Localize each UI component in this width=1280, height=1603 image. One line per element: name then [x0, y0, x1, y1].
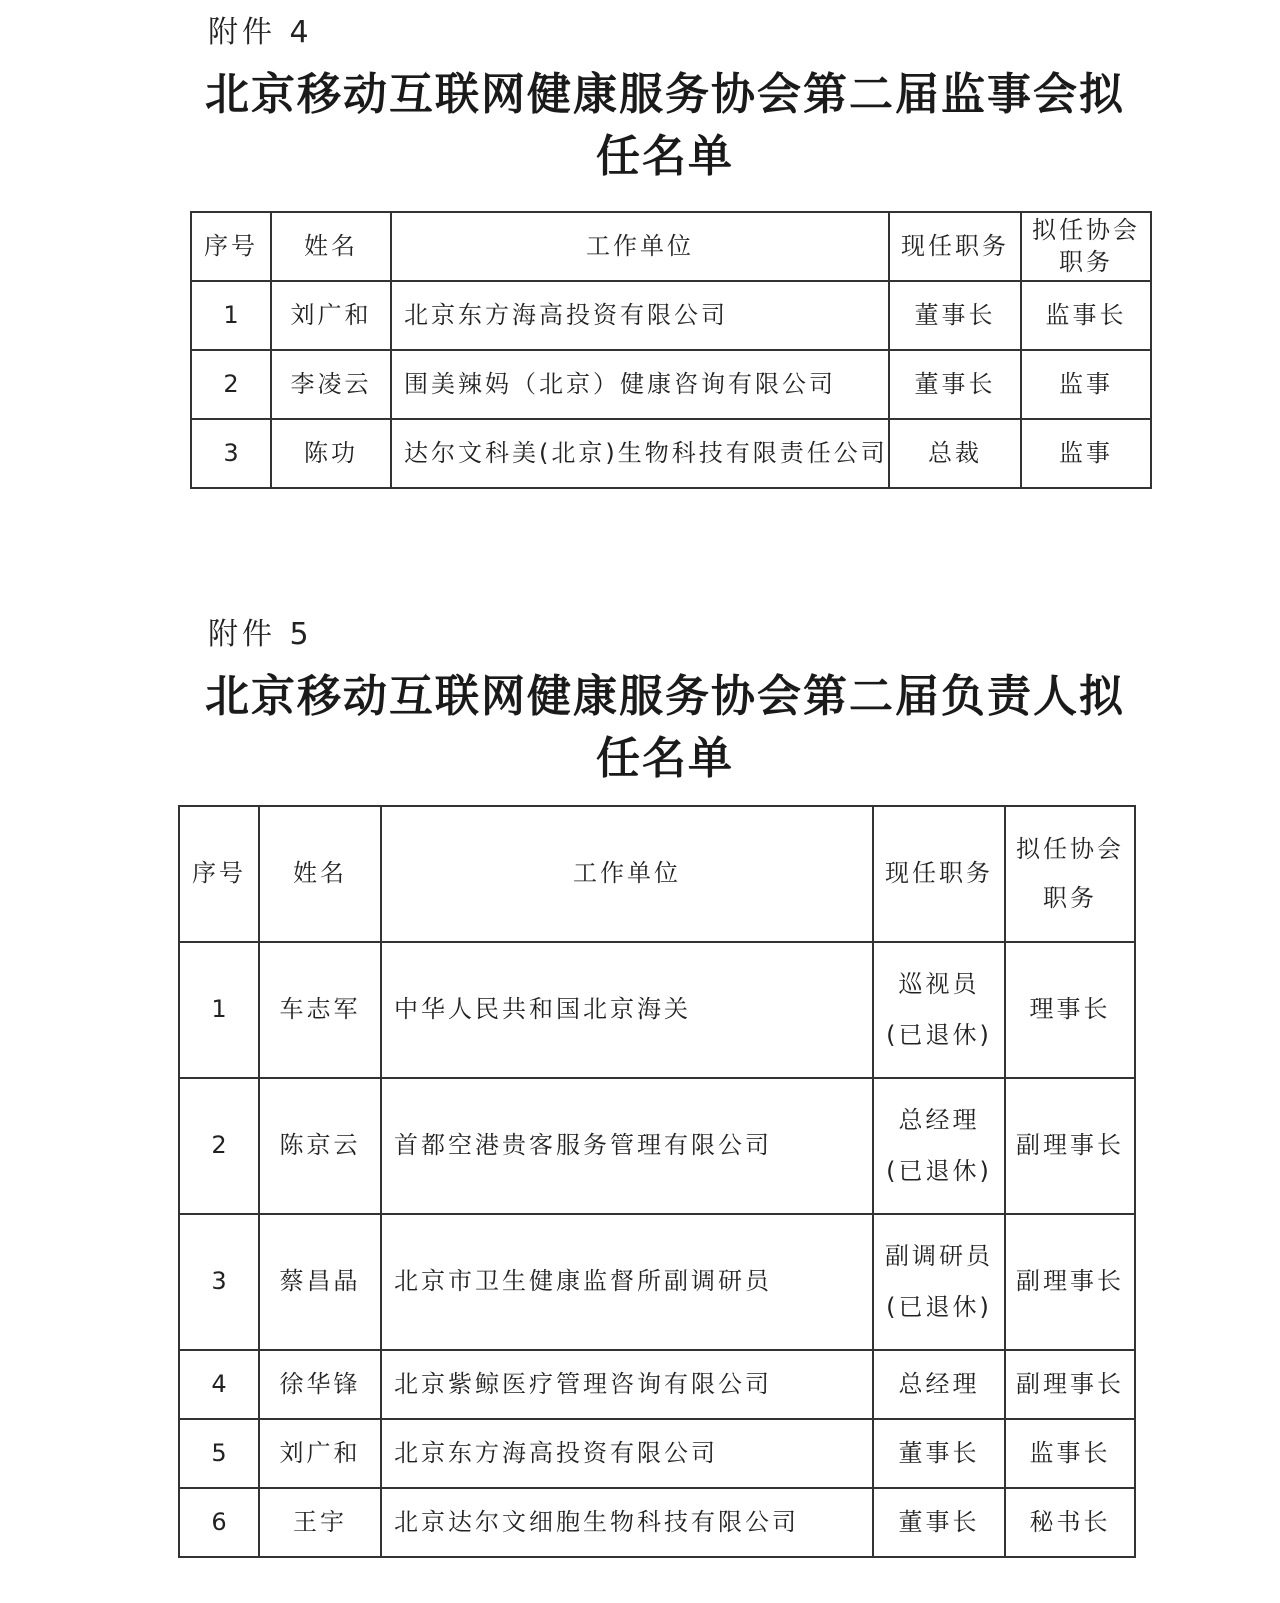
cell-unit: 围美辣妈（北京）健康咨询有限公司	[391, 350, 889, 419]
header-name: 姓名	[271, 212, 391, 281]
table-row	[179, 1214, 1135, 1350]
cell-name: 车志军	[259, 942, 381, 1078]
annex-5-title-line1: 北京移动互联网健康服务协会第二届负责人拟	[205, 671, 1125, 722]
table-row	[179, 1488, 1135, 1557]
cell-proposed-post: 理事长	[1005, 942, 1135, 1078]
header-proposed-post	[1021, 212, 1151, 281]
cell-name: 李凌云	[271, 350, 391, 419]
header-name: 姓名	[259, 806, 381, 942]
cell-current-post: 董事长	[873, 1488, 1005, 1557]
cell-no: 3	[179, 1214, 259, 1350]
cell-current-post	[873, 1214, 1005, 1350]
table-header-row	[179, 806, 1135, 942]
table-row	[179, 1350, 1135, 1419]
cell-unit: 北京东方海高投资有限公司	[391, 281, 889, 350]
cell-unit: 首都空港贵客服务管理有限公司	[381, 1078, 873, 1214]
header-current-post: 现任职务	[873, 806, 1005, 942]
table-row	[179, 1419, 1135, 1488]
table-row	[179, 1078, 1135, 1214]
cell-proposed-post: 秘书长	[1005, 1488, 1135, 1557]
header-proposed-line2: 职务	[1059, 247, 1113, 276]
header-proposed-post	[1005, 806, 1135, 942]
cell-name: 蔡昌晶	[259, 1214, 381, 1350]
annex-5-title-line2: 任名单	[596, 733, 734, 784]
cell-unit: 达尔文科美(北京)生物科技有限责任公司	[391, 419, 889, 488]
current-post-status: (已退休)	[886, 1021, 992, 1049]
current-post-title: 副调研员	[885, 1241, 993, 1270]
cell-name: 徐华锋	[259, 1350, 381, 1419]
header-unit: 工作单位	[391, 212, 889, 281]
cell-unit: 中华人民共和国北京海关	[381, 942, 873, 1078]
cell-no: 6	[179, 1488, 259, 1557]
annex-4-title-line1: 北京移动互联网健康服务协会第二届监事会拟	[205, 69, 1125, 120]
cell-proposed-post: 副理事长	[1005, 1350, 1135, 1419]
cell-current-post	[873, 942, 1005, 1078]
cell-proposed-post: 监事长	[1005, 1419, 1135, 1488]
annex-4-title	[150, 64, 1180, 188]
current-post-title: 巡视员	[898, 969, 980, 998]
cell-unit: 北京紫鲸医疗管理咨询有限公司	[381, 1350, 873, 1419]
header-proposed-line2: 职务	[1043, 884, 1097, 912]
cell-proposed-post: 监事	[1021, 419, 1151, 488]
header-current-post: 现任职务	[889, 212, 1021, 281]
header-no: 序号	[179, 806, 259, 942]
leadership-table	[178, 805, 1136, 1558]
cell-no: 2	[179, 1078, 259, 1214]
cell-current-post: 董事长	[873, 1419, 1005, 1488]
annex-4-title-line2: 任名单	[596, 131, 734, 182]
table-row	[179, 942, 1135, 1078]
table-row	[191, 419, 1151, 488]
cell-current-post: 董事长	[889, 350, 1021, 419]
annex-5-title	[150, 666, 1180, 790]
cell-no: 3	[191, 419, 271, 488]
cell-name: 刘广和	[271, 281, 391, 350]
cell-no: 1	[191, 281, 271, 350]
cell-current-post: 总经理	[873, 1350, 1005, 1419]
cell-name: 王宇	[259, 1488, 381, 1557]
cell-proposed-post: 副理事长	[1005, 1214, 1135, 1350]
cell-unit: 北京达尔文细胞生物科技有限公司	[381, 1488, 873, 1557]
cell-no: 2	[191, 350, 271, 419]
cell-no: 4	[179, 1350, 259, 1419]
cell-current-post: 总裁	[889, 419, 1021, 488]
cell-proposed-post: 监事	[1021, 350, 1151, 419]
current-post-title: 总经理	[898, 1105, 980, 1134]
annex-5-label: 附件 5	[208, 617, 313, 652]
table-row	[191, 281, 1151, 350]
cell-unit: 北京东方海高投资有限公司	[381, 1419, 873, 1488]
cell-name: 陈功	[271, 419, 391, 488]
cell-name: 陈京云	[259, 1078, 381, 1214]
header-unit: 工作单位	[381, 806, 873, 942]
table-row	[191, 350, 1151, 419]
current-post-status: (已退休)	[886, 1157, 992, 1185]
header-proposed-line1: 拟任协会	[1016, 834, 1124, 863]
current-post-status: (已退休)	[886, 1293, 992, 1321]
cell-name: 刘广和	[259, 1419, 381, 1488]
cell-no: 1	[179, 942, 259, 1078]
cell-current-post: 董事长	[889, 281, 1021, 350]
cell-no: 5	[179, 1419, 259, 1488]
supervisory-board-table	[190, 211, 1152, 489]
annex-4-label: 附件 4	[208, 15, 313, 50]
table-header-row	[191, 212, 1151, 281]
cell-proposed-post: 副理事长	[1005, 1078, 1135, 1214]
cell-proposed-post: 监事长	[1021, 281, 1151, 350]
cell-unit: 北京市卫生健康监督所副调研员	[381, 1214, 873, 1350]
header-proposed-line1: 拟任协会	[1032, 216, 1140, 245]
cell-current-post	[873, 1078, 1005, 1214]
header-no: 序号	[191, 212, 271, 281]
